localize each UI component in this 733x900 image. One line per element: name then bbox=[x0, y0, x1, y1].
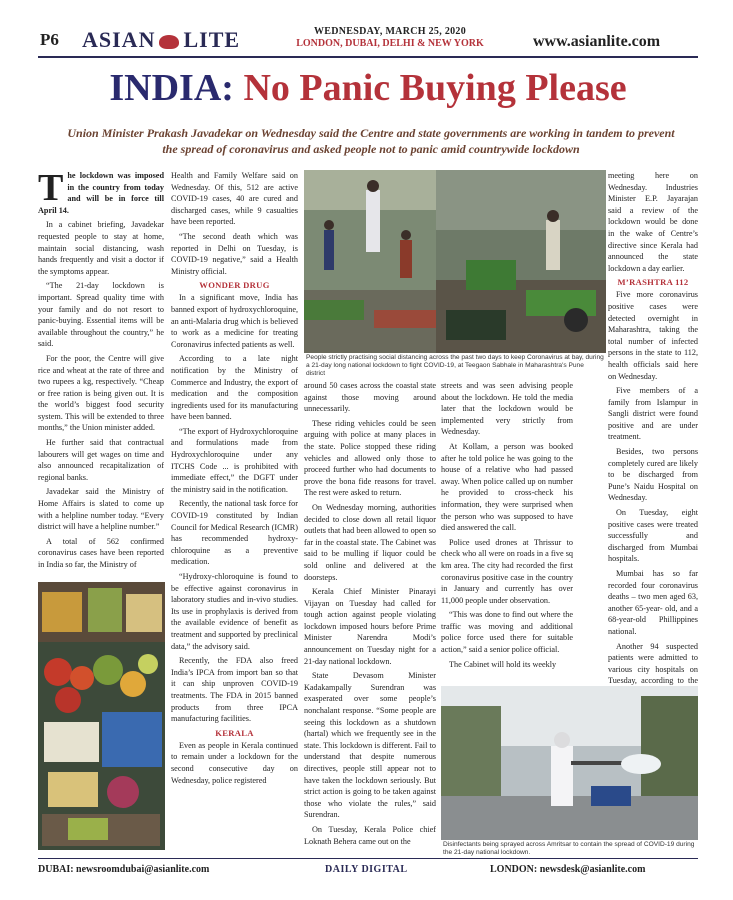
paragraph: Five more coronavirus positive cases were detected overnight in Maharashtra, taking the total number of infected persons in the state to 112, health officials said here on Wednesday. bbox=[608, 290, 698, 381]
paragraph: A total of 562 confirmed coronavirus cases have been reported in India so far, the Ministry of bbox=[38, 536, 164, 569]
dateline bbox=[275, 26, 505, 49]
brand-right: LITE bbox=[183, 27, 241, 52]
paragraph: “The second death which was reported in Delhi on Tuesday, is COVID-19 negative,” said a Health Ministry official. bbox=[171, 231, 298, 276]
paragraph: streets and was seen advising people about the lockdown. He told the media later that the lockdown would be implemented very strictly from Wednesday. bbox=[441, 381, 573, 437]
brand-emblem-icon bbox=[159, 35, 179, 49]
paragraph: Kerala Chief Minister Pinarayi Vijayan on Tuesday had called for tough action against people violating lockdown imposed hours before Prime Minister Narendra Modi’s announcement on Tuesday night for a 21-day national lockdown. bbox=[304, 587, 436, 666]
standfirst: Union Minister Prakash Javadekar on Wednesday said the Centre and state governments are working in tandem to prevent the spread of coronavirus and asked people not to panic amid countrywide lockdown bbox=[67, 126, 675, 156]
paragraph: Police used drones at Thrissur to check who all were on roads in a five sq km area. The city had recorded the first coronavirus positive case in the country in January and currently has over 11,000 people under observation. bbox=[441, 537, 573, 605]
produce-photo bbox=[38, 582, 165, 850]
article-column-1 bbox=[38, 167, 164, 575]
market-photo-right bbox=[436, 170, 606, 353]
brand-logo bbox=[82, 27, 240, 53]
page-number: P6 bbox=[40, 30, 59, 49]
cities-text: LONDON, DUBAI, DELHI & NEW YORK bbox=[296, 38, 484, 49]
masthead-divider bbox=[38, 56, 698, 58]
paragraph: “This was done to find out where the traffic was moving and additional police force used there for suitable action,” said a senior police official. bbox=[441, 610, 573, 655]
paragraph: For the poor, the Centre will give rice and wheat at the rate of three and two rupees a kg, respectively. “Cheap or free ration is being given out. It is the world’s biggest food security system. This will be extended to three months,” the Union minister added. bbox=[38, 353, 164, 433]
paragraph: The Cabinet will hold its weekly bbox=[449, 659, 557, 669]
lede-paragraph bbox=[38, 167, 164, 216]
lede-text: he lockdown was imposed in the country from today and will be in force till April 14. bbox=[38, 171, 164, 215]
article-column-3 bbox=[304, 380, 436, 853]
paragraph: On Wednesday morning, authorities decided to close down all retail liquor outlets that had been allowed to open so far in the coastal state. The Cabinet was said to be mulling if liquor could be sold online and delivered at the doorsteps. bbox=[304, 502, 436, 582]
market-photo-caption: People strictly practising social distancing across the past two days to keep Coronavirus at bay, during a 21-day long national lockdown to fight COVID-19, at Teegaon Sabhale in Maharashtra's Pune district bbox=[306, 354, 604, 377]
subhead-kerala: KERALA bbox=[215, 727, 254, 738]
paragraph: On Tuesday, eight positive cases were treated successfully and discharged from Mumbai hospitals. bbox=[608, 508, 698, 564]
paragraph: “The export of Hydroxychloroquine and formulations made from Hydroxychloroquine under any ITCHS Code ... is prohibited with immediate effect,” the DGFT under the ministry said in the notification. bbox=[171, 426, 298, 494]
footer-dubai-email[interactable]: DUBAI: newsroomdubai@asianlite.com bbox=[38, 864, 210, 875]
page-headline bbox=[38, 66, 698, 110]
paragraph: He further said that contractual labourers will get wages on time and also announced recapitalization of regional banks. bbox=[38, 438, 164, 482]
footer-london-email[interactable]: LONDON: newsdesk@asianlite.com bbox=[490, 864, 646, 875]
paragraph: Another 94 suspected patients were admitted to various city hospitals on Tuesday, according to the bbox=[608, 641, 698, 686]
brand-left: ASIAN bbox=[82, 27, 156, 52]
subhead-wonder-drug: WONDER DRUG bbox=[199, 280, 270, 291]
market-photo bbox=[304, 170, 436, 353]
paragraph: meeting here on Wednesday. Industries Minister E.P. Jayarajan said a review of the lockdown would be done in the wake of Centre’s directive since Kerala had announced the state lockdown a day earlier. bbox=[608, 171, 698, 273]
paragraph: Mumbai has so far recorded four coronavirus deaths – two men aged 63, another 65-year- old, and a 68-year-old Phillippines national. bbox=[608, 569, 698, 636]
paragraph: “Hydroxy-chloroquine is found to be effective against coronavirus in laboratory studies and in-vivo studies. Its use in prophylaxis is derived from the available evidence of benefit as treatment and supported by preclinical data,” the advisory said. bbox=[171, 572, 298, 651]
paragraph: Recently, the FDA also freed India’s IPCA from import ban so that it can ship unproven COVID-19 treatments. The FDA in 2015 banned products from three IPCA manufacturing facilities. bbox=[171, 656, 298, 724]
paragraph: These riding vehicles could be seen arguing with police at many places in the state. Police stopped these riding vehicles and allowed only those to proceed further who had documents to prove the bona fide reasons for travel. The rest were asked to return. bbox=[304, 418, 436, 498]
sanitiser-photo-caption: Disinfectants being sprayed across Amritsar to contain the spread of COVID-19 during the 21-day national lockdown. bbox=[443, 841, 695, 856]
paragraph: According to a late night notification by the Ministry of Commerce and Industry, the export of medication and the composition ingredients used for its manufacturing have been banned. bbox=[171, 354, 298, 422]
paragraph: Recently, the national task force for COVID-19 constituted by Indian Council for Medical Research (ICMR) has recommended hydroxy-chloroquine as a preventive medication. bbox=[171, 499, 298, 567]
paragraph: Five members of a family from Islampur in Sangli district were found positive and are under treatment. bbox=[608, 386, 698, 442]
paragraph: At Kollam, a person was booked after he told police he was going to the house of a relative who had passed away. When police called up on number he provided to cross-check his information, they were surprised when the person who was supposed to have died answered the call. bbox=[441, 441, 573, 533]
paragraph: In a cabinet briefing, Javadekar requested people to stay at home, maintain social distancing, wash hands frequently and visit a doctor if the symptoms appear. bbox=[38, 220, 164, 276]
drop-cap: T bbox=[38, 167, 64, 209]
article-column-5 bbox=[608, 170, 698, 686]
footer-divider bbox=[38, 858, 698, 859]
paragraph: around 50 cases across the coastal state against those moving around unnecessarily. bbox=[304, 381, 436, 414]
date-text: WEDNESDAY, MARCH 25, 2020 bbox=[313, 26, 467, 37]
headline-part2: No Panic Buying Please bbox=[243, 67, 627, 109]
article-column-2 bbox=[171, 170, 298, 853]
paragraph: State Devasom Minister Kadakampally Surendran was exasperated over some people’s nonchalant response. “Some people are seeing this lockdown as a shutdown (hartal) which we frequently see in the state. This lockdown is different. Fail to understand that despite numerous directives, people still appear not to have taken the lockdown seriously. But strict action is going to be taken against those who violate the rules,” said Surendran. bbox=[304, 671, 436, 820]
paragraph: Health and Family Welfare said on Wednesday. Of this, 512 are active COVID-19 cases, 40 are cured and discharged cases, while 9 casualties have been reported. bbox=[171, 171, 298, 227]
paragraph: Besides, two persons completely cured are likely to be discharged from Pune’s Naidu Hospital on Wednesday. bbox=[608, 447, 698, 503]
website-link[interactable]: www.asianlite.com bbox=[533, 33, 661, 50]
paragraph: “The 21-day lockdown is important. Spread quality time with your family and do not resort to panic-buying. Essential items will be available throughout the country,” he said. bbox=[38, 281, 164, 349]
sanitiser-photo bbox=[441, 686, 698, 840]
paragraph: Even as people in Kerala continued to remain under a lockdown for the second consecutive day on Wednesday, police registered bbox=[171, 740, 298, 785]
subhead-maharashtra: M’RASHTRA 112 bbox=[617, 277, 689, 288]
paragraph: On Tuesday, Kerala Police chief Loknath Behera came out on the bbox=[304, 824, 436, 846]
article-column-4 bbox=[441, 380, 573, 680]
headline-part1: INDIA: bbox=[109, 67, 234, 109]
footer-tagline: DAILY DIGITAL bbox=[325, 864, 408, 875]
paragraph: Javadekar said the Ministry of Home Affairs is slated to come up with a helpline number today. “Every district will have a helpline number.” bbox=[38, 487, 164, 532]
paragraph: In a significant move, India has banned export of hydroxychloroquine, an anti-Malaria drug which is believed to work as a medicine for treating Coronavirus infected patients as well. bbox=[171, 293, 298, 349]
